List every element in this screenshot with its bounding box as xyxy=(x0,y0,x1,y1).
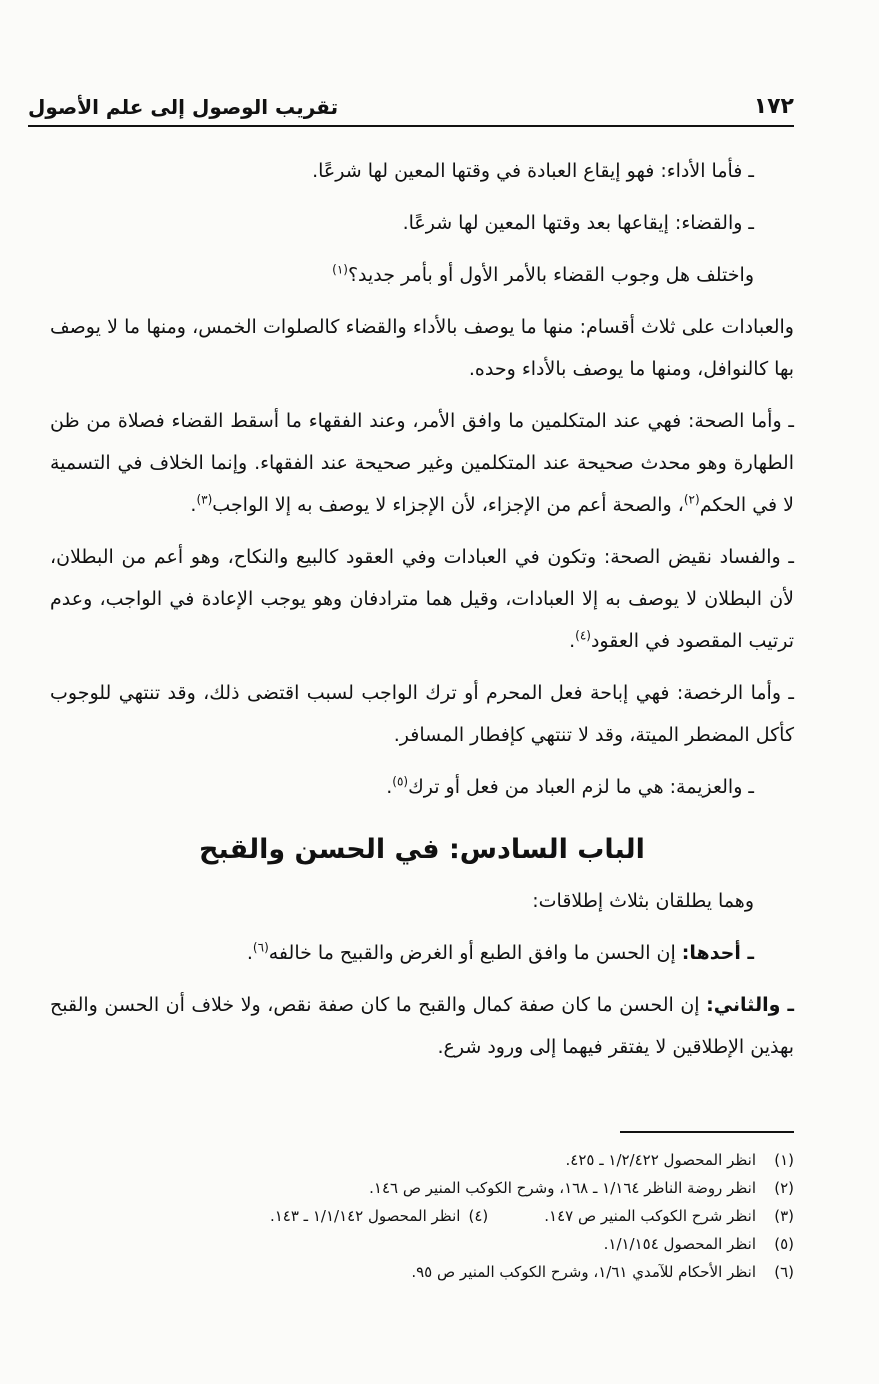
footnote-number: (٦) xyxy=(774,1263,794,1281)
paragraph-text: إن الحسن ما وافق الطبع أو الغرض والقبيح ما خالفه xyxy=(268,942,682,964)
footnote xyxy=(50,1174,794,1202)
paragraph-text: ـ والعزيمة: هي ما لزم العباد من فعل أو ترك xyxy=(408,776,754,798)
footnote-number: (١) xyxy=(774,1151,794,1169)
paragraph-fasad xyxy=(50,536,794,662)
paragraph-text: . xyxy=(386,776,393,798)
paragraph-text: . xyxy=(569,630,576,652)
footnote xyxy=(50,1230,794,1258)
paragraph-rukhsa: ـ وأما الرخصة: فهي إباحة فعل المحرم أو ترك الواجب لسبب اقتضى ذلك، وقد تنتهي للوجوب كأكل المضطر الميتة، وقد لا تنتهي كإفطار المسافر. xyxy=(50,682,794,746)
paragraph-ibadat: والعبادات على ثلاث أقسام: منها ما يوصف بالأداء والقضاء كالصلوات الخمس، ومنها ما لا يوصف بها كالنوافل، ومنها ما يوصف بالأداء وحده. xyxy=(50,316,794,380)
paragraph-second xyxy=(50,984,794,1068)
paragraph-first xyxy=(50,932,794,974)
paragraph-itlaqat: وهما يطلقان بثلاث إطلاقات: xyxy=(532,890,754,912)
book-title: تقريب الوصول إلى علم الأصول xyxy=(28,95,339,119)
footnote-ref: (٥) xyxy=(392,774,409,789)
footnote-text: انظر روضة الناظر ١/١٦٤ ـ ١٦٨، وشرح الكوكب المنير ص ١٤٦. xyxy=(369,1179,756,1197)
footnote-number: (٣) xyxy=(774,1207,794,1225)
lead-word: ـ والثاني: xyxy=(706,994,794,1016)
lead-word: ـ أحدها: xyxy=(681,942,754,964)
footnote-text: انظر شرح الكوكب المنير ص ١٤٧. xyxy=(544,1207,756,1225)
paragraph-text: إن الحسن ما كان صفة كمال والقبح ما كان صفة نقص، ولا خلاف أن الحسن والقبح بهذين الإطلاقين لا يفتقر فيهما إلى ورود شرع. xyxy=(50,994,794,1058)
paragraph-text: ـ والفساد نقيض الصحة: وتكون في العبادات وفي العقود كالبيع والنكاح، وهو أعم من البطلان، لأن البطلان لا يوصف به إلا العبادات، وقيل هما مترادفان وهو يوجب الإعادة في الواجب، وعدم ترتيب المقصود في العقود xyxy=(50,546,794,652)
footnote-ref: (٣) xyxy=(196,492,213,507)
footnotes xyxy=(50,1146,794,1286)
paragraph-text: ـ وأما الصحة: فهي عند المتكلمين ما وافق الأمر، وعند الفقهاء ما أسقط القضاء فصلاة من ظن الطهارة وهو محدث صحيحة عند المتكلمين وغير صحيحة عند الفقهاء. وإنما الخلاف في التسمية لا في الحكم xyxy=(50,410,794,516)
paragraph-sihha xyxy=(50,400,794,526)
footnote-number: (٤) xyxy=(468,1207,489,1225)
footnote xyxy=(50,1202,794,1230)
running-head xyxy=(28,94,794,127)
footnote-text: انظر المحصول ١/١/١٥٤. xyxy=(603,1235,756,1253)
footnote-text: انظر المحصول ١/٢/٤٢٢ ـ ٤٢٥. xyxy=(565,1151,756,1169)
main-text xyxy=(50,150,794,1078)
footnote-text: انظر الأحكام للآمدي ١/٦١، وشرح الكوكب المنير ص ٩٥. xyxy=(411,1263,756,1281)
paragraph-text: . xyxy=(246,942,253,964)
paragraph-ada: ـ فأما الأداء: فهو إيقاع العبادة في وقتها المعين لها شرعًا. xyxy=(312,160,754,182)
footnote-number: (٥) xyxy=(774,1235,794,1253)
paragraph-text: . xyxy=(190,494,197,516)
footnote xyxy=(50,1146,794,1174)
chapter-title: الباب السادس: في الحسن والقبح xyxy=(199,834,645,865)
paragraph-text: ، والصحة أعم من الإجزاء، لأن الإجزاء لا يوصف به إلا الواجب xyxy=(212,494,684,516)
page-number: ١٧٢ xyxy=(753,94,794,119)
footnote-ref: (٢) xyxy=(683,492,700,507)
paragraph-qada: ـ والقضاء: إيقاعها بعد وقتها المعين لها شرعًا. xyxy=(402,212,754,234)
paragraph-azima xyxy=(50,766,794,808)
footnote xyxy=(50,1258,794,1286)
paragraph-text: واختلف هل وجوب القضاء بالأمر الأول أو بأمر جديد؟ xyxy=(347,264,754,286)
paragraph-ikhtilaf xyxy=(50,254,794,296)
footnote-text: انظر المحصول ١/١/١٤٢ ـ ١٤٣. xyxy=(269,1207,461,1225)
footnote-ref: (٦) xyxy=(252,940,269,955)
footnote-divider xyxy=(620,1131,794,1133)
footnote-ref: (٤) xyxy=(575,628,591,643)
footnote-number: (٢) xyxy=(774,1179,794,1197)
footnote-ref: (١) xyxy=(332,262,348,277)
